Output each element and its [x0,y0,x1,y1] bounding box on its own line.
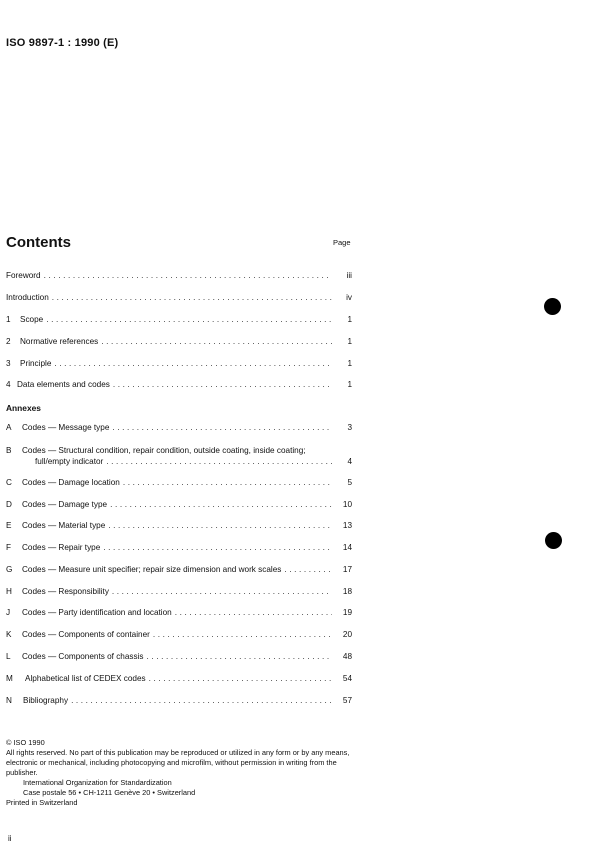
toc-entry-label: Principle [20,359,52,368]
toc-entry-number: A [6,423,12,432]
dot-leader [284,564,332,575]
toc-entry-page: 54 [342,674,352,683]
toc-entry-data-elements[interactable] [6,379,352,390]
toc-entry-page: 48 [342,652,352,661]
toc-entry-label-line1: Codes — Structural condition, repair condition, outside coating, inside coating; [22,446,306,455]
toc-entry-page: 57 [342,696,352,705]
toc-entry-number: C [6,478,12,487]
toc-entry-label: Codes — Party identification and location [22,608,172,617]
dot-leader [110,499,332,510]
toc-entry-number: H [6,587,12,596]
organization-name: International Organization for Standardization [23,778,172,787]
dot-leader [54,358,332,369]
toc-entry-label: Codes — Components of chassis [22,652,144,661]
toc-entry-label: Bibliography [23,696,69,705]
toc-entry-label: Normative references [20,337,99,346]
dot-leader [153,629,332,640]
dot-leader [149,673,332,684]
toc-entry-number: 2 [6,337,11,346]
toc-entry-page: 1 [347,337,352,346]
toc-entry-page: iii [346,271,352,280]
toc-entry-label: Codes — Damage type [22,500,108,509]
toc-entry-label: Data elements and codes [17,380,110,389]
toc-entry-number: 3 [6,359,11,368]
toc-entry-number: G [6,565,13,574]
dot-leader [113,379,332,390]
toc-entry-annex-e[interactable] [6,520,352,531]
dot-leader [112,586,332,597]
toc-entry-number: D [6,500,12,509]
toc-entry-number: 1 [6,315,11,324]
toc-entry-label: Codes — Material type [22,521,106,530]
toc-entry-page: iv [346,293,352,302]
annexes-heading: Annexes [6,403,41,413]
toc-entry-annex-g[interactable] [6,564,352,575]
dot-leader [123,477,332,488]
toc-entry-introduction[interactable] [6,292,352,303]
toc-entry-label: Scope [20,315,44,324]
toc-entry-label: Codes — Damage location [22,478,120,487]
toc-entry-page: 20 [342,630,352,639]
toc-entry-number: K [6,630,12,639]
toc-entry-page: 4 [347,457,352,466]
toc-entry-number: 4 [6,380,11,389]
toc-entry-annex-f[interactable] [6,542,352,553]
dot-leader [112,422,332,433]
copyright-line: © ISO 1990 [6,738,45,747]
toc-entry-label: Foreword [6,271,41,280]
toc-entry-number: E [6,521,12,530]
toc-entry-normative-references[interactable] [6,336,352,347]
binder-hole-mark [545,532,562,549]
toc-entry-label: Codes — Message type [22,423,110,432]
dot-leader [108,520,332,531]
binder-hole-mark [544,298,561,315]
dot-leader [147,651,332,662]
toc-entry-annex-d[interactable] [6,499,352,510]
toc-entry-label: Codes — Components of container [22,630,150,639]
toc-entry-principle[interactable] [6,358,352,369]
toc-entry-page: 14 [342,543,352,552]
toc-entry-label: Codes — Responsibility [22,587,109,596]
dot-leader [52,292,332,303]
page-number: ii [8,834,12,843]
toc-entry-label: Introduction [6,293,49,302]
toc-entry-number: N [6,696,12,705]
toc-entry-page: 1 [347,359,352,368]
toc-entry-number: J [6,608,11,617]
toc-entry-annex-m[interactable] [6,673,352,684]
toc-entry-number: L [6,652,11,661]
toc-entry-label: Codes — Measure unit specifier; repair size dimension and work scales [22,565,282,574]
toc-entry-number: B [6,446,12,455]
toc-entry-page: 1 [347,380,352,389]
printed-in: Printed in Switzerland [6,798,78,807]
toc-entry-annex-h[interactable] [6,586,352,597]
rights-statement: All rights reserved. No part of this publication may be reproduced or utilized in any form or by any means, electronic or mechanical, including photocopying and microfilm, without permission in writing from the publisher. [6,748,350,777]
toc-entry-number: M [6,674,13,683]
document-id: ISO 9897-1 : 1990 (E) [6,37,119,49]
toc-entry-page: 13 [342,521,352,530]
toc-entry-page: 5 [347,478,352,487]
toc-entry-page: 19 [342,608,352,617]
toc-entry-annex-a[interactable] [6,422,352,433]
page-column-label: Page [333,238,351,247]
dot-leader [71,695,332,706]
toc-entry-number: F [6,543,12,552]
toc-entry-annex-b[interactable] [6,445,306,456]
toc-entry-label: Alphabetical list of CEDEX codes [25,674,146,683]
organization-address: Case postale 56 • CH-1211 Genève 20 • Switzerland [23,788,196,797]
toc-entry-label: Codes — Repair type [22,543,101,552]
toc-entry-annex-b-continued[interactable] [35,456,352,467]
toc-entry-page: 1 [347,315,352,324]
toc-entry-annex-j[interactable] [6,607,352,618]
contents-title: Contents [6,234,71,251]
toc-entry-foreword[interactable] [6,270,352,281]
dot-leader [106,456,332,467]
toc-entry-page: 3 [347,423,352,432]
dot-leader [101,336,332,347]
toc-entry-page: 17 [342,565,352,574]
toc-entry-annex-k[interactable] [6,629,352,640]
dot-leader [44,270,332,281]
toc-entry-scope[interactable] [6,314,352,325]
toc-entry-label-line2: full/empty indicator [35,457,104,466]
toc-entry-annex-l[interactable] [6,651,352,662]
dot-leader [103,542,332,553]
toc-entry-annex-c[interactable] [6,477,352,488]
copyright-block [6,738,358,808]
toc-entry-page: 18 [342,587,352,596]
dot-leader [46,314,332,325]
dot-leader [175,607,332,618]
toc-entry-page: 10 [342,500,352,509]
toc-entry-annex-n[interactable] [6,695,352,706]
